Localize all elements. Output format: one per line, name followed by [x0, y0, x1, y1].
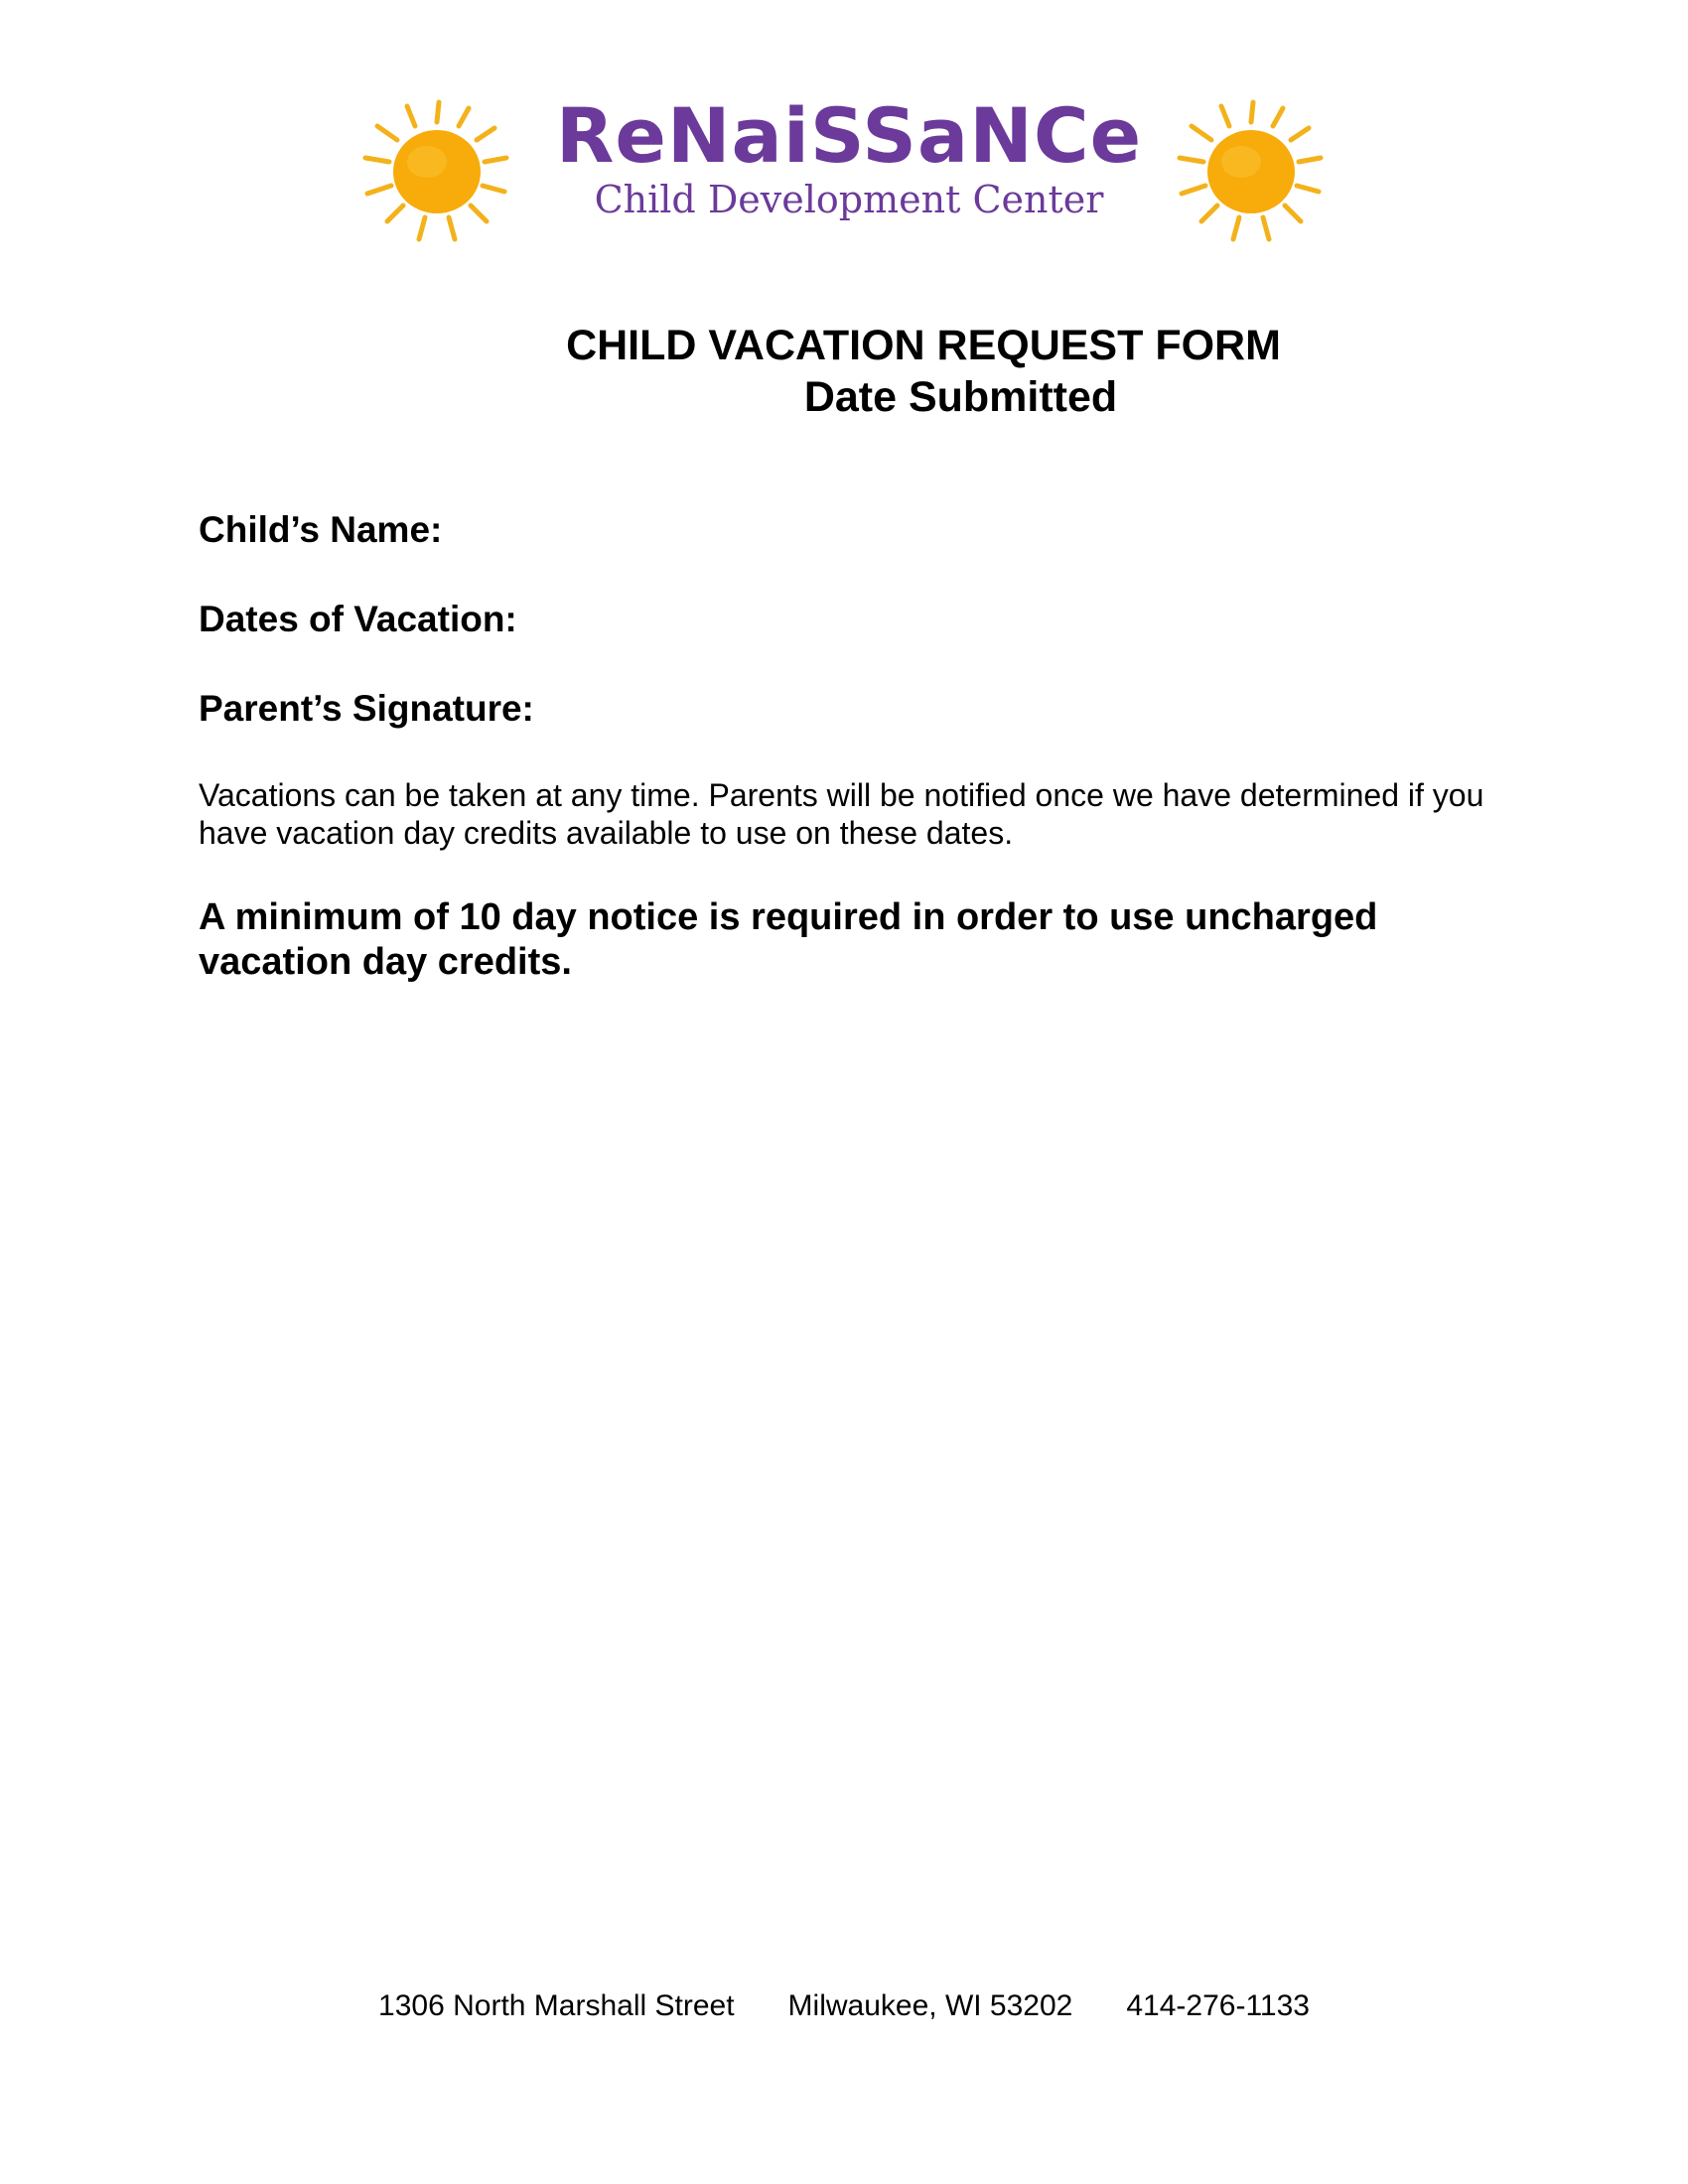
footer — [0, 1988, 1688, 2024]
sun-icon — [1162, 94, 1340, 253]
brand-subtitle: Child Development Center — [594, 178, 1104, 221]
logo — [348, 91, 1340, 253]
form-title-block — [0, 320, 1688, 423]
footer-city: Milwaukee, WI 53202 — [787, 1989, 1073, 2022]
brand-name: ReNaiSSaNCe — [555, 91, 1143, 180]
footer-phone: 414-276-1133 — [1126, 1989, 1310, 2022]
brand-wordmark — [541, 91, 1157, 221]
sun-icon — [348, 94, 526, 253]
minimum-notice: A minimum of 10 day notice is required in order to use uncharged vacation day credits. — [199, 896, 1378, 983]
child-name-label: Child’s Name: — [199, 509, 443, 550]
date-submitted-label: Date Submitted — [803, 373, 1118, 421]
dates-of-vacation-label: Dates of Vacation: — [199, 599, 517, 639]
form-title: CHILD VACATION REQUEST FORM — [566, 322, 1281, 369]
parent-signature-label: Parent’s Signature: — [199, 688, 534, 729]
footer-address: 1306 North Marshall Street — [378, 1989, 735, 2022]
vacation-note: Vacations can be taken at any time. Parents will be notified once we have determined if you have vacation day credits available to use on these dates. — [199, 777, 1484, 851]
